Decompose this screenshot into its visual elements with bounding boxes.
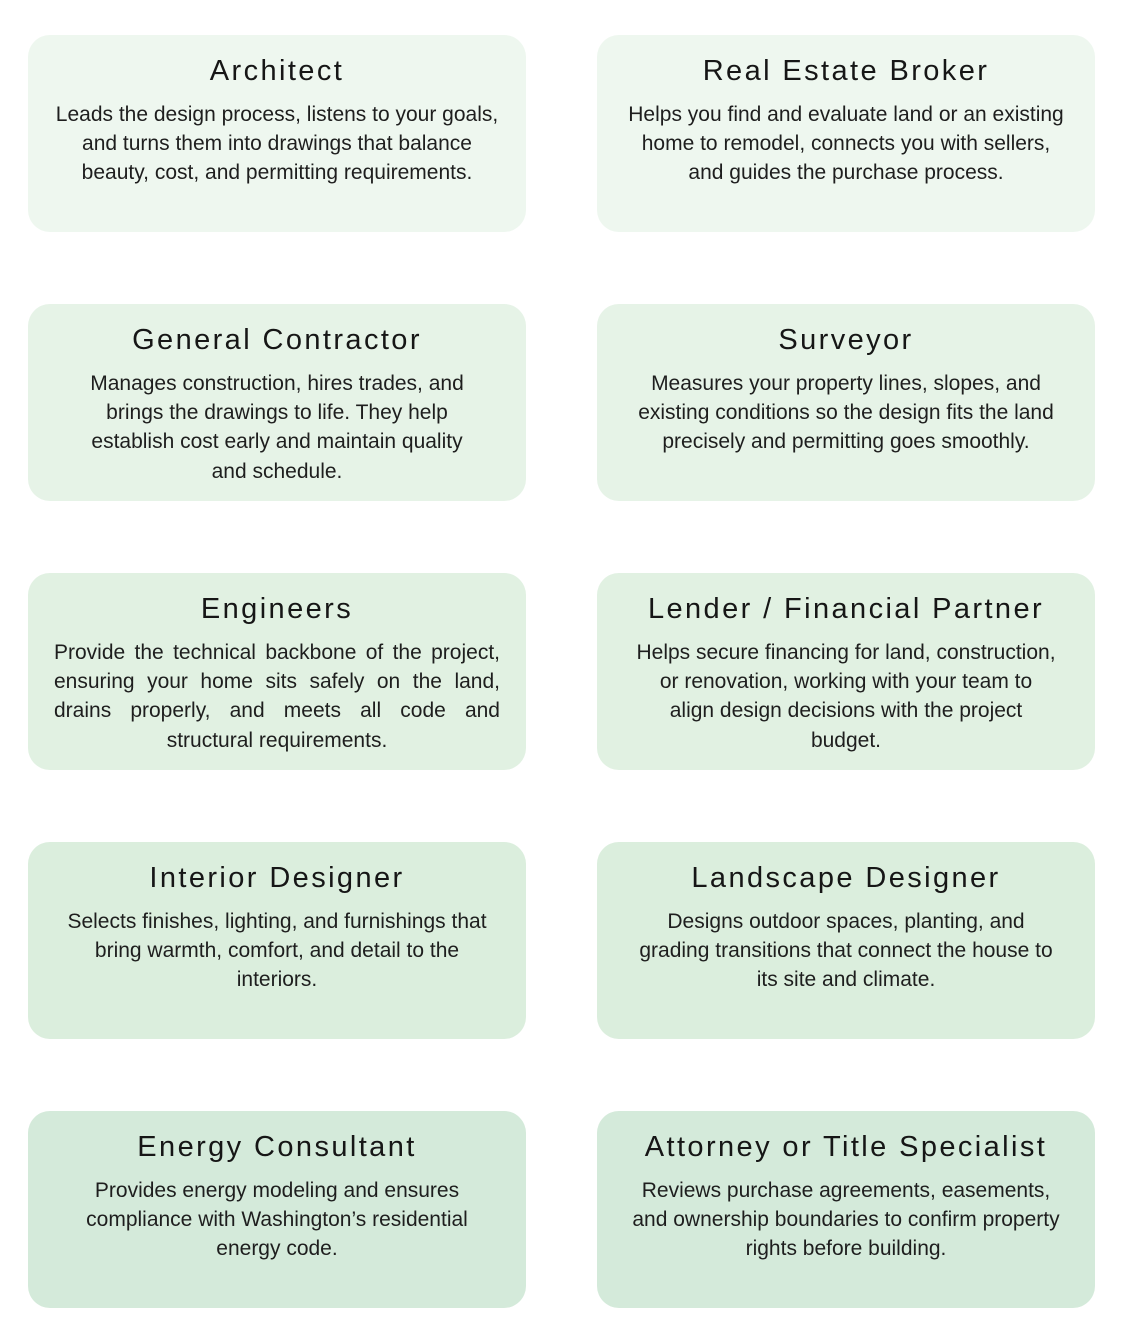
card-description: Reviews purchase agreements, easements, and ownership boundaries to confirm property rights before building. — [632, 1179, 1060, 1261]
card-description: Manages construction, hires trades, and brings the drawings to life. They help establish cost early and maintain quality and schedule. — [90, 372, 464, 483]
card-title: Landscape Designer — [691, 862, 1001, 894]
card-title: Interior Designer — [149, 862, 405, 894]
card-title: Real Estate Broker — [702, 55, 990, 87]
card-lender-financial-partner — [597, 573, 1095, 770]
card-description: Provides energy modeling and ensures compliance with Washington’s residential energy code. — [86, 1179, 468, 1261]
card-description: Measures your property lines, slopes, and existing conditions so the design fits the land precisely and permitting goes smoothly. — [638, 372, 1054, 454]
card-title: General Contractor — [132, 324, 422, 356]
card-description: Helps you find and evaluate land or an existing home to remodel, connects you with sellers, and guides the purchase process. — [628, 103, 1064, 185]
card-engineers — [28, 573, 526, 770]
card-description: Provide the technical backbone of the project, ensuring your home sits safely on the land, drains properly, and meets all code and structural requirements. — [54, 641, 500, 752]
card-description: Selects finishes, lighting, and furnishings that bring warmth, comfort, and detail to the interiors. — [67, 910, 487, 992]
card-general-contractor — [28, 304, 526, 501]
card-energy-consultant — [28, 1111, 526, 1308]
card-surveyor — [597, 304, 1095, 501]
card-title: Surveyor — [778, 324, 914, 356]
card-title: Attorney or Title Specialist — [644, 1131, 1048, 1163]
card-title: Architect — [209, 55, 345, 87]
card-architect — [28, 35, 526, 232]
card-description: Leads the design process, listens to your goals, and turns them into drawings that balance beauty, cost, and permitting requirements. — [55, 103, 499, 185]
card-title: Lender / Financial Partner — [647, 593, 1045, 625]
card-title: Engineers — [200, 593, 354, 625]
card-description: Designs outdoor spaces, planting, and grading transitions that connect the house to its site and climate. — [639, 910, 1053, 992]
card-title: Energy Consultant — [137, 1131, 417, 1163]
card-interior-designer — [28, 842, 526, 1039]
card-description: Helps secure financing for land, construction, or renovation, working with your team to align design decisions with the project budget. — [636, 641, 1056, 752]
card-real-estate-broker — [597, 35, 1095, 232]
card-attorney-or-title-specialist — [597, 1111, 1095, 1308]
card-landscape-designer — [597, 842, 1095, 1039]
